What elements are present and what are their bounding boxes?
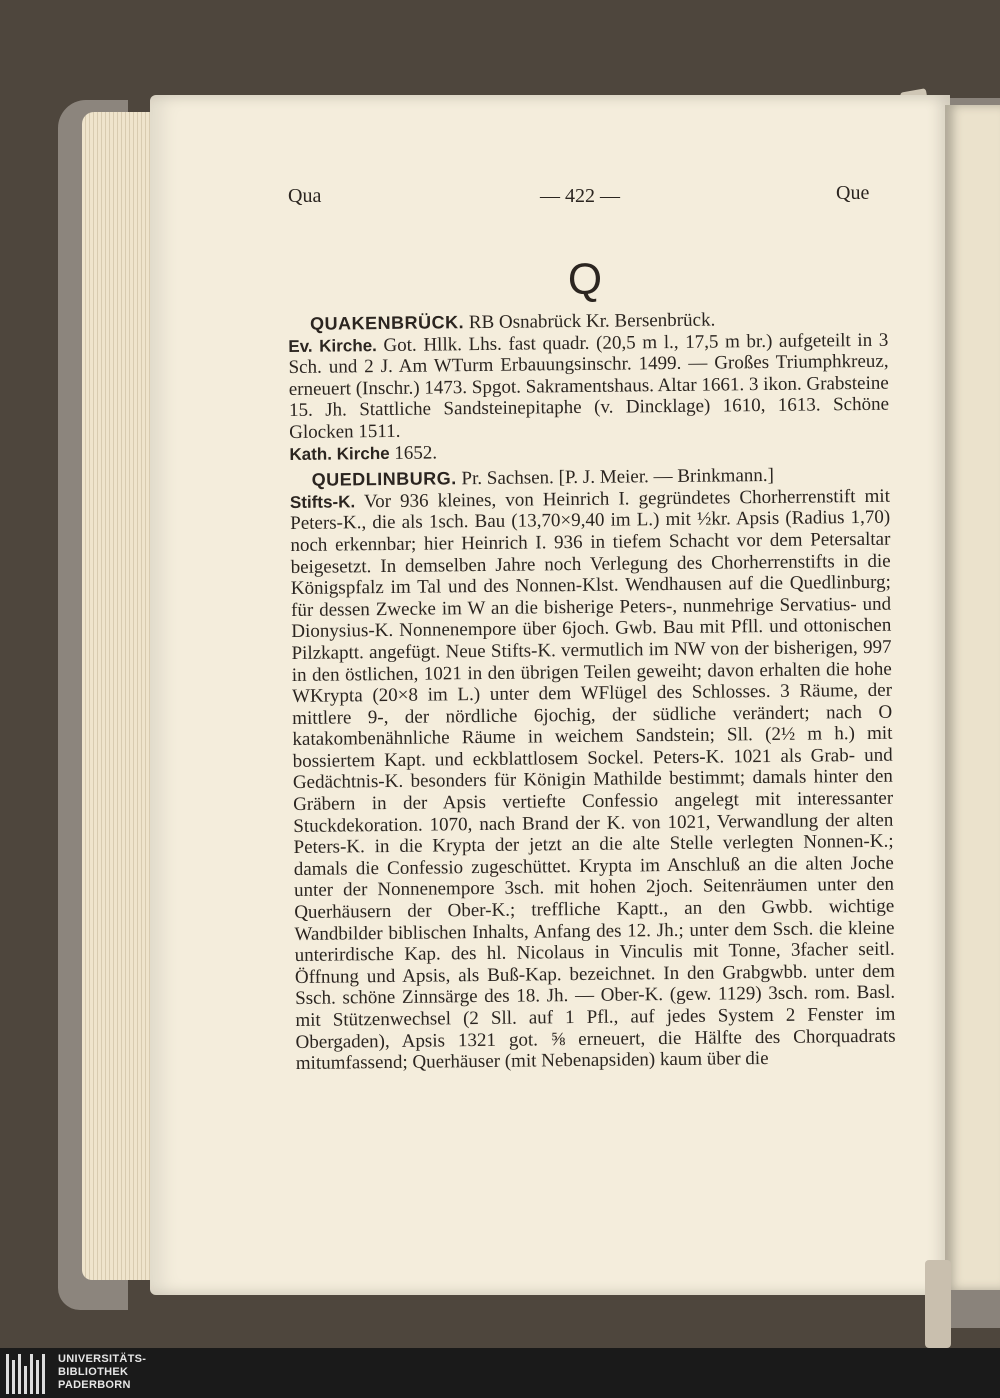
entry-subheading: Kath. Kirche: [289, 443, 390, 464]
entry-intro: Pr. Sachsen. [P. J. Meier. — Brinkmann.]: [456, 465, 775, 490]
running-head-right: Que: [836, 182, 870, 204]
bookmark-ribbon-bottom: [925, 1260, 951, 1348]
entry-quedlinburg: [290, 464, 896, 1075]
entry-text: Vor 936 kleines, von Heinrich I. gegründetes Chorherrenstift mit Peters-K., die als 1sch. Bau (13,70×9,40 im L.) mit ½kr. Apsis (Radius 1,70) noch erkennbar; hier Heinrich I. 936 in tiefem Schacht vor dem Petersaltar beigesetzt. In demselben Jahre noch Verlegung des Chorherrenstifts in die Königspfalz im Tal und des Nonnen-Klst. Wendhausen auf die Quedlinburg; für dessen Zwecke im W an die bisherige Peters-, nunmehrige Servatius- und Dionysius-K. Nonnenempore über 6joch. Gwb. Bau mit Pfll. und ottonischen Pilzkaptt. angefügt. Neue Stifts-K. vermutlich im NW von der bisherigen, 997 in den östlichen, 1021 in den übrigen Teilen geweiht; davon erhalten die hohe WKrypta (20×8 im L.) unter dem WFlügel des Schlosses. 3 Räume, der mittlere 9-, der nördliche 6jochig, der südliche verändert; nach O katakombenähnliche Räume in weichem Sandstein; Sll. (2½ m h.) mit bossiertem Kapt. und eckblattlosem Sockel. Peters-K. 1021 als Grab- und Gedächtnis-K. besonders für Königin Mathilde bestimmt; damals hinter den Gräbern in der Apsis vertiefte Confessio angelegt mit interessanter Stuckdekoration. 1070, nach Brand der K. von 1021, Verwandlung der alten Peters-K. in die Krypta der jetzt an die alte Stelle verlegten Nonnen-K.; damals die Confessio zugeschüttet. Krypta im Anschluß an die alten Joche unter der Nonnenempore 3sch. mit hohen 2joch. Seitenräumen unter den Querhäusern der Ober-K.; treffliche Kaptt., an den Gwbb. wichtige Wandbilder biblischen Inhalts, Anfang des 12. Jh.; unter dem Ssch. die kleine unterirdische Kap. des hl. Nicolaus in Vinculis mit Tonne, 3facher seitl. Öffnung und Apsis, als Buß-Kap. bezeichnet. In den Grabgwbb. unter dem Ssch. schöne Zinnsärge des 18. Jh. — Ober-K. (gew. 1129) 3sch. rom. Basl. mit Stützenwechsel (2 Sll. auf 1 Pfl., auf jedes System 2 Fenster im Obergaden), Apsis 1321 got. ⅝ erneuert, die Hälfte des Chorquadrats mitumfassend; Querhäuser (mit Nebenapsiden) kaum über die: [290, 485, 896, 1075]
entry-subheading: Ev. Kirche.: [288, 335, 377, 356]
section-letter: Q: [567, 255, 603, 304]
entry-subheading: Stifts-K.: [289, 492, 356, 512]
library-logo-icon: [6, 1354, 50, 1394]
entry-quakenbrueck: [288, 308, 890, 465]
library-logo-text: UNIVERSITÄTS- BIBLIOTHEK PADERBORN: [58, 1353, 147, 1391]
page-number: — 422 —: [540, 185, 620, 207]
running-head-left: Qua: [288, 185, 322, 207]
library-footer-bar: [0, 1348, 1000, 1398]
entry-text: 1652.: [389, 442, 438, 464]
entry-text: Got. Hllk. Lhs. fast quadr. (20,5 m l., 17,5 m br.) aufgeteilt in 3 Sch. und 2 J. Am WTurm Erbauungsinschr. 1499. — Großes Triumphkreuz, erneuert (Inschr.) 1473. Spgot. Sakramentshaus. Altar 1661. 3 ikon. Grabsteine 15. Jh. Stattliche Sandsteinepitaphe (v. Dincklage) 1610, 1613. Schöne Glocken 1511.: [288, 329, 890, 443]
facing-page-edge: [945, 105, 1000, 1290]
entry-keyword: QUAKENBRÜCK.: [309, 312, 465, 334]
entry-keyword: QUEDLINBURG.: [311, 468, 457, 490]
entry-intro: RB Osnabrück Kr. Bersenbrück.: [463, 309, 716, 334]
article-body: [288, 308, 896, 1075]
